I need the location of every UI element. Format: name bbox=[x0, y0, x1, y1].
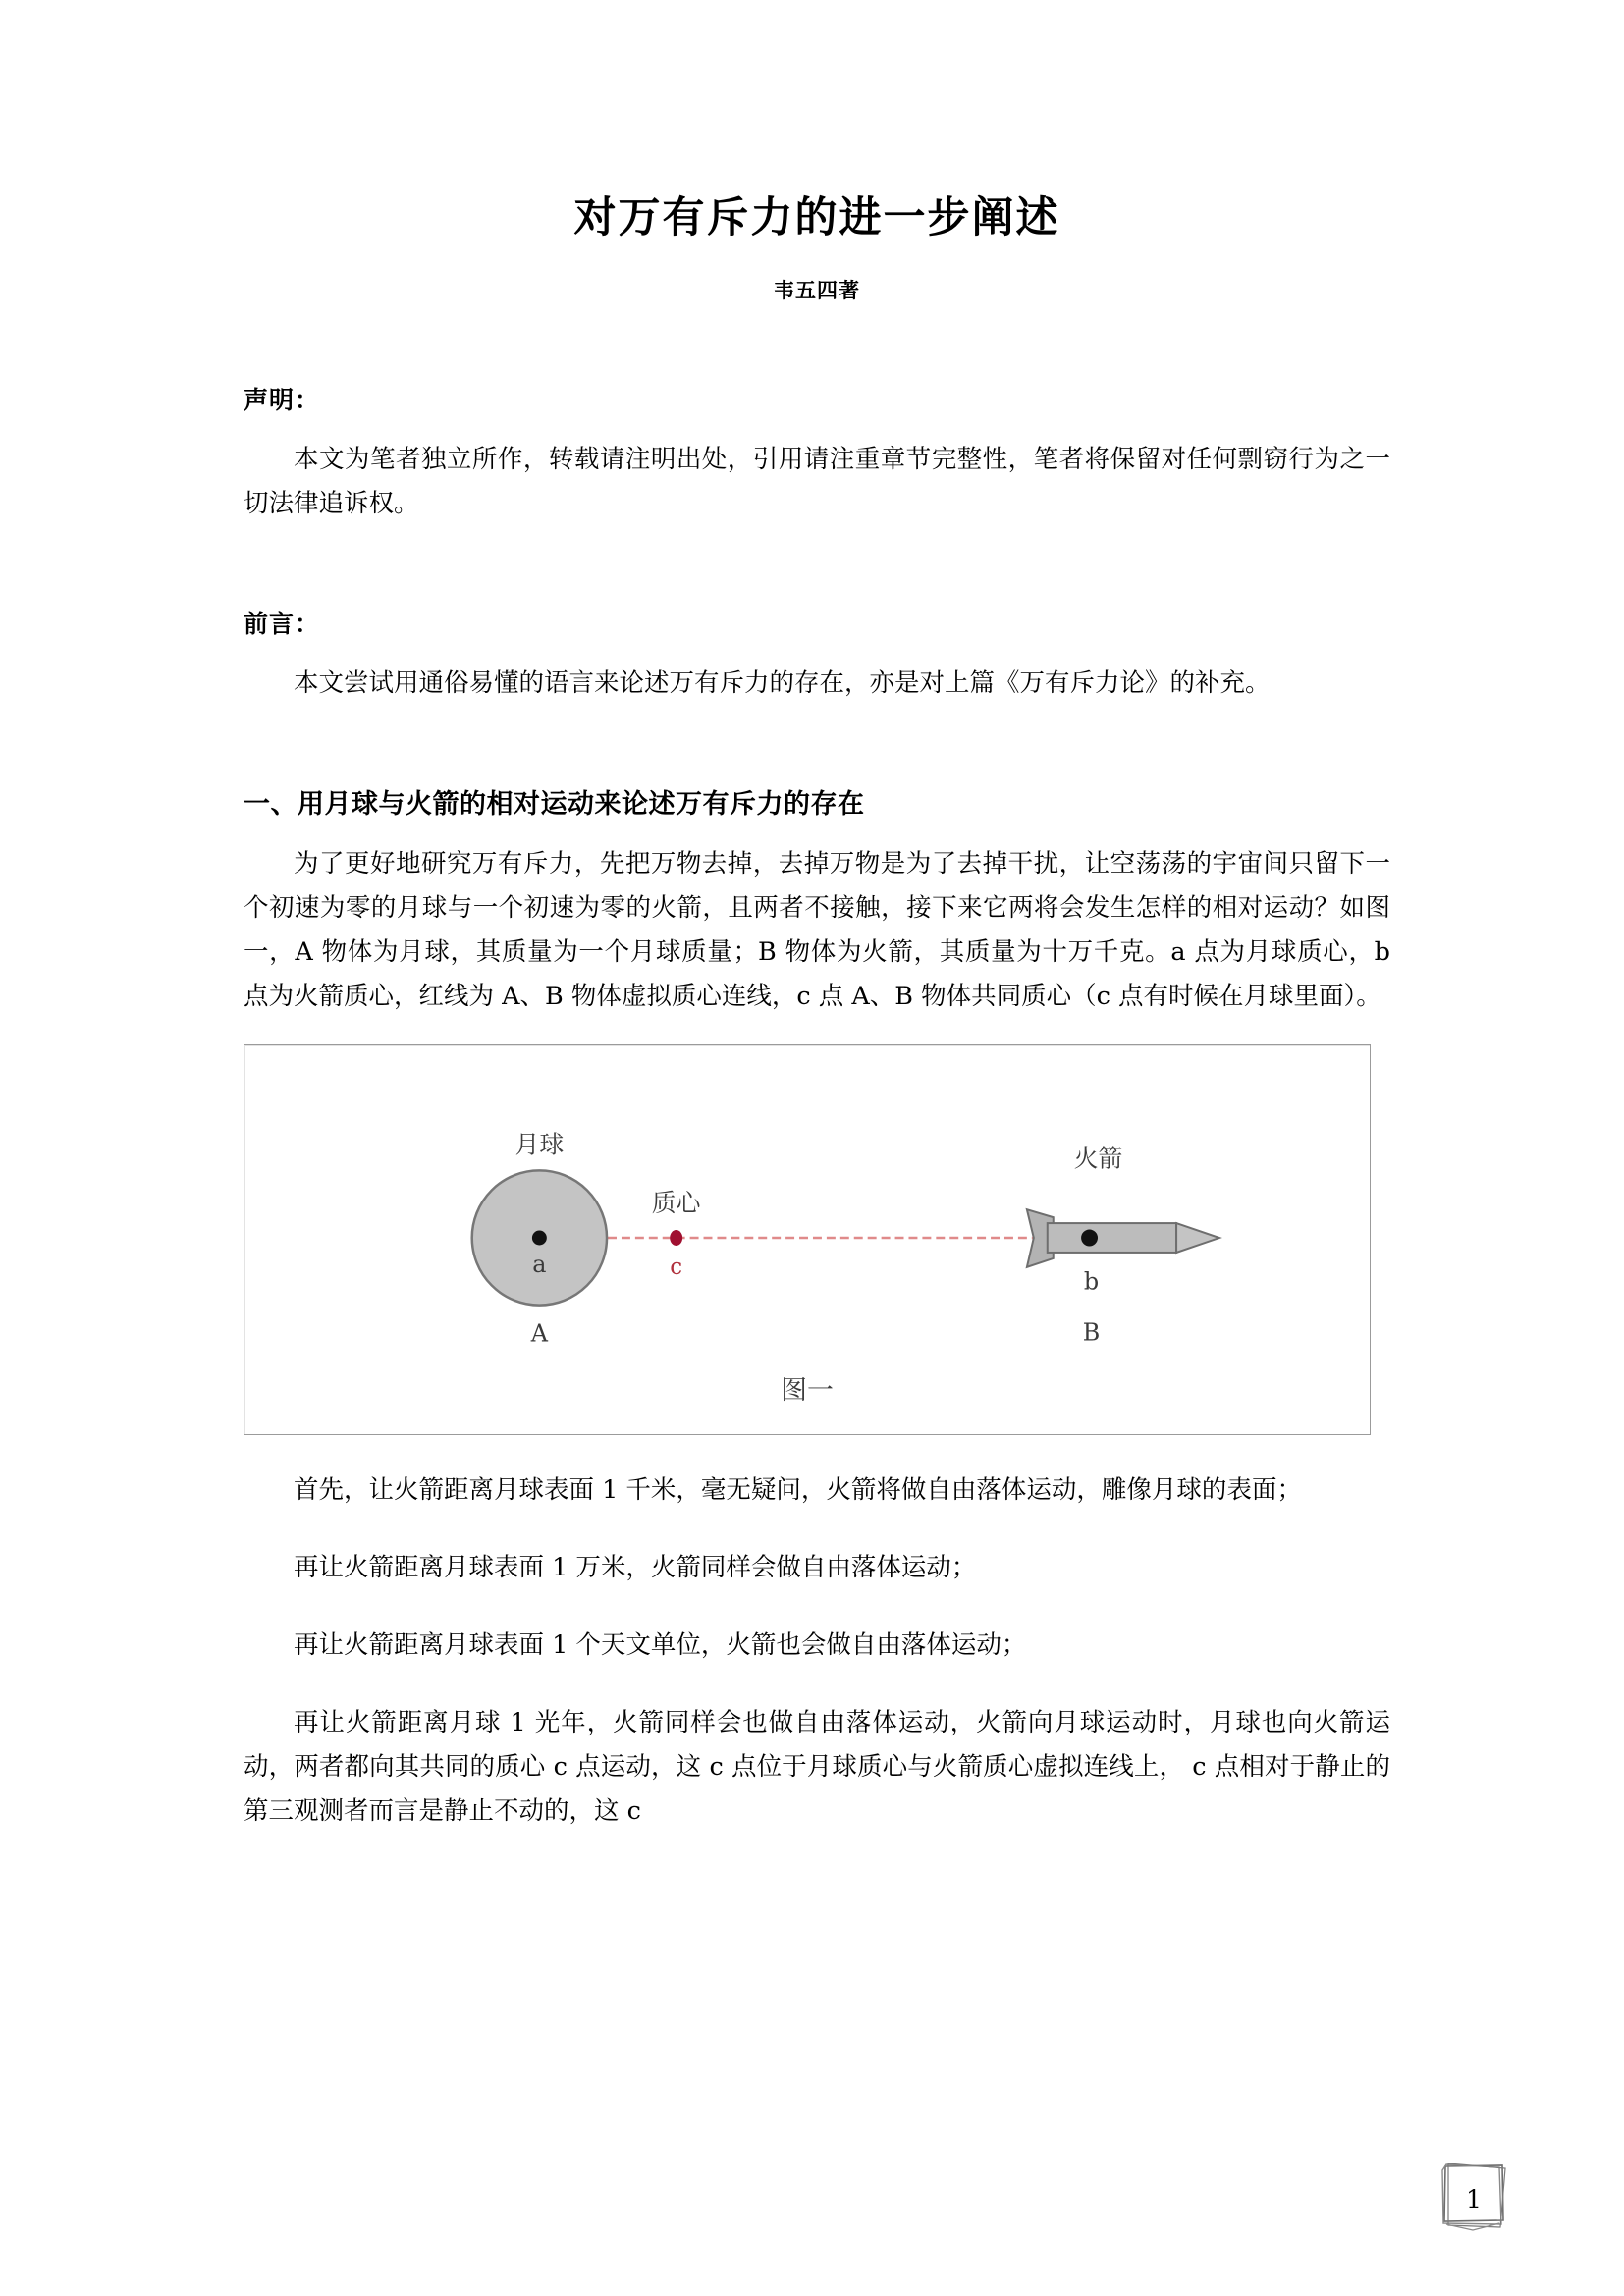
figure-one-container bbox=[244, 1044, 1371, 1435]
page-title: 对万有斥力的进一步阐述 bbox=[573, 193, 1060, 242]
paragraph-distance-10km: 再让火箭距离月球表面 1 万米，火箭同样会做自由落体运动； bbox=[294, 1552, 977, 1582]
paragraph-distance-au: 再让火箭距离月球表面 1 个天文单位，火箭也会做自由落体运动； bbox=[294, 1629, 1027, 1660]
declaration-paragraph: 本文为笔者独立所作，转载请注明出处，引用请注重章节完整性，笔者将保留对任何剽窃行为之一切法律追诉权。 bbox=[244, 444, 1390, 518]
page-number: 1 bbox=[1466, 2184, 1482, 2214]
section-one-intro-paragraph: 为了更好地研究万有斥力，先把万物去掉，去掉万物是为了去掉干扰，让空荡荡的宇宙间只留下一个初速为零的月球与一个初速为零的火箭，且两者不接触，接下来它两将会发生怎样的相对运动？如图一，A 物体为月球，其质量为一个月球质量；B 物体为火箭，其质量为十万千克。a 点为月球质心，b 点为火箭质心，红线为 A、B 物体虚拟质心连线，c 点 A、B 物体共同质心（c 点有时候在月球里面）。 bbox=[244, 848, 1390, 1011]
moon-center-dot bbox=[532, 1230, 547, 1245]
rocket-nose-cone bbox=[1176, 1223, 1219, 1253]
declaration-heading: 声明： bbox=[244, 385, 321, 414]
moon-center-label: a bbox=[532, 1250, 547, 1278]
rocket-shape bbox=[1027, 1209, 1219, 1267]
moon-label: 月球 bbox=[514, 1130, 565, 1159]
barycenter-dot bbox=[670, 1230, 682, 1246]
barycenter-point-label: c bbox=[670, 1254, 683, 1280]
rocket-center-label: b bbox=[1083, 1267, 1100, 1296]
document-author: 韦五四著 bbox=[774, 278, 860, 302]
rocket-center-dot bbox=[1081, 1229, 1098, 1246]
page-number-frame bbox=[1440, 2163, 1507, 2235]
rocket-label: 火箭 bbox=[1073, 1144, 1123, 1173]
moon-body-label: A bbox=[530, 1319, 548, 1348]
figure-caption: 图一 bbox=[781, 1374, 834, 1406]
content-column bbox=[244, 0, 1390, 1834]
barycenter-label: 质心 bbox=[651, 1188, 701, 1217]
rocket-body-shape bbox=[1048, 1223, 1176, 1253]
section-one-heading: 一、用月球与火箭的相对运动来论述万有斥力的存在 bbox=[244, 788, 865, 820]
preface-paragraph: 本文尝试用通俗易懂的语言来论述万有斥力的存在，亦是对上篇《万有斥力论》的补充。 bbox=[294, 667, 1271, 698]
paragraph-distance-1km: 首先，让火箭距离月球表面 1 千米，毫无疑问，火箭将做自由落体运动，雕像月球的表面； bbox=[294, 1474, 1302, 1505]
figure-one-diagram bbox=[244, 1045, 1370, 1434]
rocket-body-label: B bbox=[1082, 1318, 1101, 1347]
preface-heading: 前言： bbox=[244, 609, 321, 638]
paragraph-distance-lightyear: 再让火箭距离月球 1 光年，火箭同样会也做自由落体运动，火箭向月球运动时，月球也向火箭运动，两者都向其共同的质心 c 点运动，这 c 点位于月球质心与火箭质心虚拟连线上， c 点相对于静止的第三观测者而言是静止不动的，这 c bbox=[244, 1707, 1390, 1826]
